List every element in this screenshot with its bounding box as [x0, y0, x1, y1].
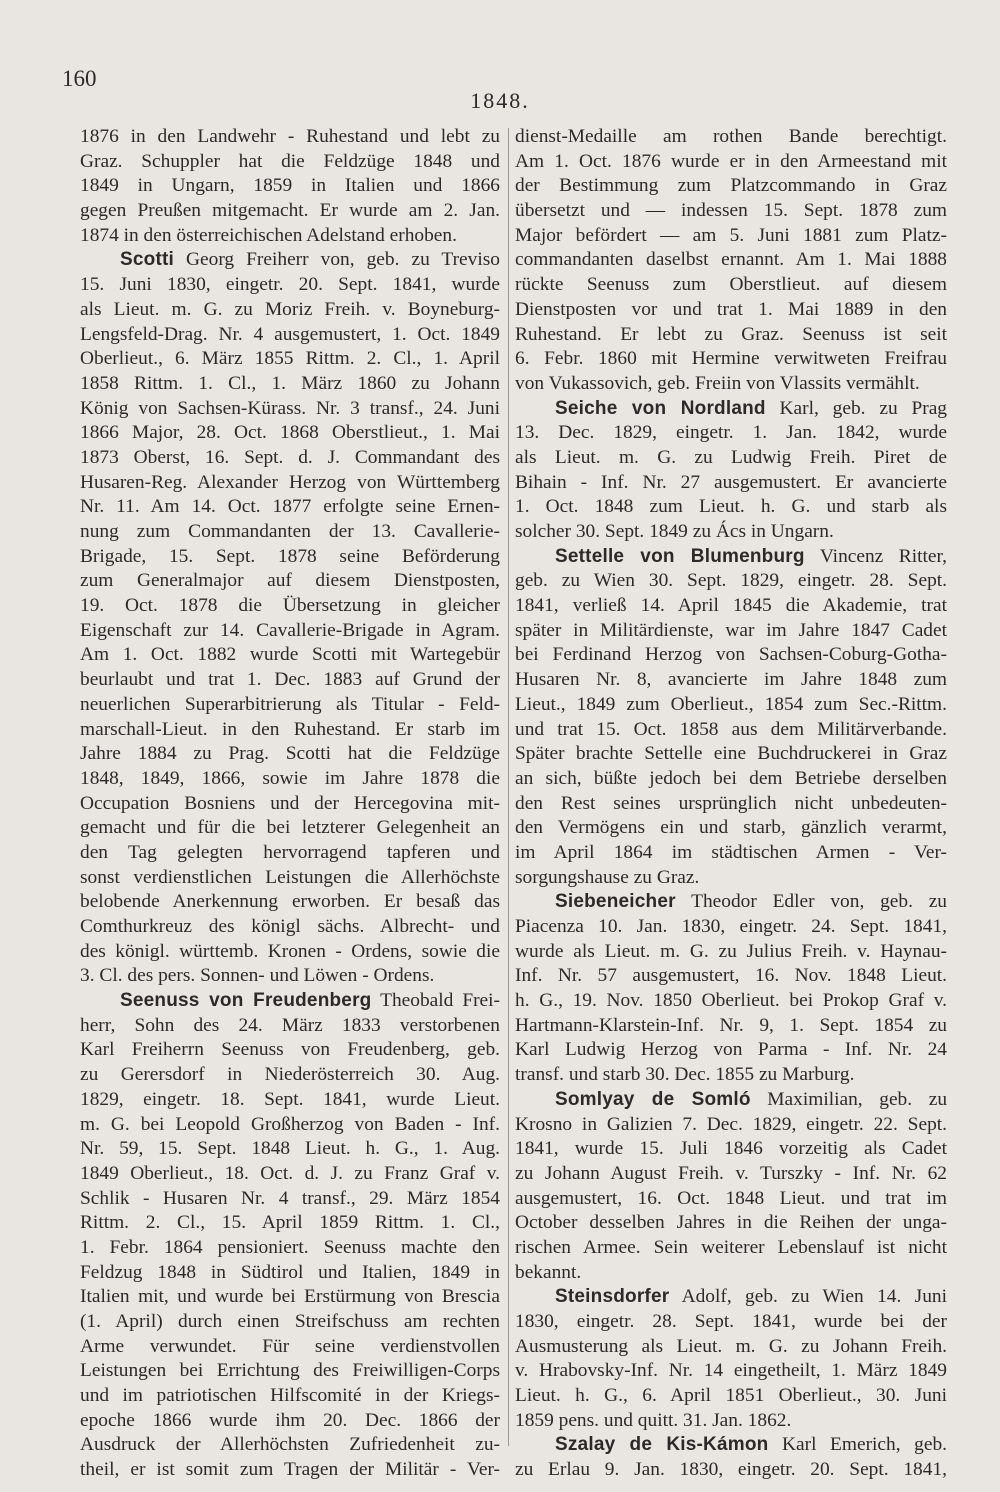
- line-text: der Bestimmung zum Platzcommando in Graz: [515, 175, 947, 197]
- text-line: [515, 742, 947, 767]
- line-text: 3. Cl. des pers. Sonnen- und Löwen - Ordens.: [80, 965, 435, 987]
- line-text: h. G., 19. Nov. 1850 Oberlieut. bei Prokop Graf v.: [515, 990, 947, 1012]
- line-text: von Vukassovich, geb. Freiin von Vlassits vermählt.: [515, 372, 920, 394]
- text-line: [80, 718, 500, 743]
- text-line: [515, 718, 947, 743]
- text-line: [515, 150, 947, 175]
- line-text: im April 1864 im städtischen Armen - Ver-: [515, 841, 947, 863]
- line-text: Major befördert — am 5. Juni 1881 zum Platz-: [515, 224, 947, 246]
- text-line: [515, 767, 947, 792]
- line-text: Ausmusterung als Lieut. m. G. zu Johann Freih.: [515, 1335, 947, 1357]
- text-line: [80, 520, 500, 545]
- line-text: rischen Armee. Sein weiterer Lebenslauf ist nicht: [515, 1236, 947, 1258]
- text-line: [515, 372, 947, 397]
- line-text: Hartmann-Klarstein-Inf. Nr. 9, 1. Sept. 1854 zu: [515, 1014, 947, 1036]
- text-line: [515, 1458, 947, 1483]
- text-line: [515, 1335, 947, 1360]
- text-line: [80, 397, 500, 422]
- line-text: Rittm. 2. Cl., 15. April 1859 Rittm. 1. Cl.,: [80, 1212, 500, 1234]
- entry-name: Scotti: [120, 249, 174, 271]
- text-line: [80, 1211, 500, 1236]
- line-text: Husaren-Reg. Alexander Herzog von Württemberg: [80, 471, 500, 493]
- text-line: [515, 298, 947, 323]
- entry-name: Seiche von Nordland: [555, 397, 766, 419]
- line-text: beurlaubt und trat 1. Dec. 1883 auf Grund der: [80, 669, 500, 691]
- line-text: übersetzt und — indessen 15. Sept. 1878 zum: [515, 200, 947, 222]
- line-text: Karl Emerich, geb.: [768, 1434, 947, 1456]
- line-text: wurde als Lieut. m. G. zu Julius Freih. v. Haynau-: [515, 940, 947, 962]
- text-line: [515, 1409, 947, 1434]
- text-line: [515, 1359, 947, 1384]
- text-line: [515, 520, 947, 545]
- text-line: [80, 1162, 500, 1187]
- text-line: [80, 1384, 500, 1409]
- line-text: Jahre 1884 zu Prag. Scotti hat die Feldzüge: [80, 743, 500, 765]
- text-line: [515, 989, 947, 1014]
- line-text: 1848, 1849, 1866, sowie im Jahre 1878 die: [80, 767, 500, 789]
- text-line: [515, 841, 947, 866]
- text-line: [515, 248, 947, 273]
- text-line: [515, 1211, 947, 1236]
- page-number: 160: [62, 66, 97, 91]
- line-text: Karl Freiherrn Seenuss von Freudenberg, geb.: [80, 1039, 500, 1061]
- text-line: [515, 693, 947, 718]
- line-text: Husaren Nr. 8, avancierte im Jahre 1848 zum: [515, 669, 947, 691]
- text-line: [80, 347, 500, 372]
- line-text: Lengsfeld-Drag. Nr. 4 ausgemustert, 1. Oct. 1849: [80, 323, 500, 345]
- text-line: [80, 693, 500, 718]
- right-text-column: [515, 125, 947, 1483]
- text-line: [80, 471, 500, 496]
- line-text: Vincenz Ritter,: [804, 545, 947, 567]
- text-line: [515, 866, 947, 891]
- line-text: Leistungen bei Errichtung des Freiwilligen-Corps: [80, 1360, 500, 1382]
- text-line: [515, 1063, 947, 1088]
- line-text: 1873 Oberst, 16. Sept. d. J. Commandant des: [80, 446, 500, 468]
- text-line: [80, 643, 500, 668]
- text-line: [80, 1187, 500, 1212]
- entry-heading-line: [80, 989, 500, 1014]
- line-text: 1. Febr. 1864 pensioniert. Seenuss machte den: [80, 1236, 500, 1258]
- line-text: 19. Oct. 1878 die Übersetzung in gleicher: [80, 595, 500, 617]
- line-text: Nr. 59, 15. Sept. 1848 Lieut. h. G., 1. Aug.: [80, 1138, 500, 1160]
- text-line: [80, 495, 500, 520]
- line-text: Theodor Edler von, geb. zu: [675, 891, 947, 913]
- text-line: [80, 273, 500, 298]
- text-line: [515, 964, 947, 989]
- text-line: [80, 841, 500, 866]
- line-text: 15. Juni 1830, eingetr. 20. Sept. 1841, wurde: [80, 274, 500, 296]
- text-line: [515, 1187, 947, 1212]
- line-text: m. G. bei Leopold Großherzog von Baden - Inf.: [80, 1113, 500, 1135]
- text-line: [515, 446, 947, 471]
- text-line: [80, 1285, 500, 1310]
- line-text: König von Sachsen-Kürass. Nr. 3 transf., 24. Juni: [80, 397, 500, 419]
- line-text: 1849 in Ungarn, 1859 in Italien und 1866: [80, 175, 500, 197]
- line-text: commandanten daselbst ernannt. Am 1. Mai 1888: [515, 249, 947, 271]
- text-line: [515, 1113, 947, 1138]
- text-line: [80, 668, 500, 693]
- line-text: v. Hrabovsky-Inf. Nr. 14 eingetheilt, 1. März 1849: [515, 1360, 947, 1382]
- text-line: [80, 1261, 500, 1286]
- line-text: geb. zu Wien 30. Sept. 1829, eingetr. 28. Sept.: [515, 570, 947, 592]
- text-line: [80, 1359, 500, 1384]
- text-line: [80, 1310, 500, 1335]
- running-header-year: 1848.: [470, 88, 530, 113]
- line-text: an sich, büßte jedoch bei dem Betriebe derselben: [515, 767, 947, 789]
- entry-heading-line: [515, 1285, 947, 1310]
- text-line: [515, 792, 947, 817]
- text-line: [80, 323, 500, 348]
- line-text: neuerlichen Superarbitrierung als Titular - Feld-: [80, 693, 500, 715]
- line-text: transf. und starb 30. Dec. 1855 zu Marburg.: [515, 1064, 855, 1086]
- line-text: bekannt.: [515, 1261, 582, 1283]
- line-text: Karl, geb. zu Prag: [765, 397, 947, 419]
- entry-name: Seenuss von Freudenberg: [120, 990, 372, 1012]
- line-text: theil, er ist somit zum Tragen der Militär - Ver-: [80, 1459, 500, 1481]
- line-text: Eigenschaft zur 14. Cavallerie-Brigade in Agram.: [80, 619, 500, 641]
- text-line: [515, 347, 947, 372]
- text-line: [515, 495, 947, 520]
- line-text: zu Johann August Freih. v. Turszky - Inf. Nr. 62: [515, 1162, 947, 1184]
- text-line: [80, 866, 500, 891]
- line-text: zu Erlau 9. Jan. 1830, eingetr. 20. Sept. 1841,: [515, 1459, 947, 1481]
- entry-heading-line: [515, 397, 947, 422]
- text-line: [80, 199, 500, 224]
- line-text: zum Generalmajor auf diesem Dienstposten,: [80, 570, 500, 592]
- text-line: [515, 1384, 947, 1409]
- text-line: [515, 569, 947, 594]
- entry-name: Somlyay de Somló: [555, 1088, 751, 1110]
- text-line: [515, 273, 947, 298]
- line-text: 1. Oct. 1848 zum Lieut. h. G. und starb als: [515, 496, 947, 518]
- line-text: Lieut., 1849 zum Oberlieut., 1854 zum Sec.-Rittm.: [515, 693, 947, 715]
- line-text: den Vermögens ein und starb, gänzlich verarmt,: [515, 817, 947, 839]
- line-text: Graz. Schuppler hat die Feldzüge 1848 und: [80, 150, 500, 172]
- text-line: [80, 1014, 500, 1039]
- line-text: herr, Sohn des 24. März 1833 verstorbenen: [80, 1014, 500, 1036]
- line-text: Nr. 11. Am 14. Oct. 1877 erfolgte seine Ernen-: [80, 496, 500, 518]
- line-text: später in Militärdienste, war im Jahre 1847 Cadet: [515, 619, 947, 641]
- text-line: [80, 446, 500, 471]
- text-line: [515, 668, 947, 693]
- text-line: [80, 569, 500, 594]
- line-text: dienst-Medaille am rothen Bande berechtigt.: [515, 126, 947, 147]
- line-text: Später brachte Settelle eine Buchdruckerei in Graz: [515, 743, 947, 765]
- line-text: marschall-Lieut. in den Ruhestand. Er starb im: [80, 718, 500, 740]
- line-text: als Lieut. m. G. zu Ludwig Freih. Piret de: [515, 446, 947, 468]
- line-text: Inf. Nr. 57 ausgemustert, 16. Nov. 1848 Lieut.: [515, 965, 947, 987]
- text-line: [515, 125, 947, 150]
- text-line: [80, 767, 500, 792]
- line-text: 1859 pens. und quitt. 31. Jan. 1862.: [515, 1409, 792, 1431]
- line-text: 1866 Major, 28. Oct. 1868 Oberstlieut., 1. Mai: [80, 422, 500, 444]
- text-line: [80, 742, 500, 767]
- text-line: [80, 1113, 500, 1138]
- text-line: [515, 174, 947, 199]
- line-text: Adolf, geb. zu Wien 14. Juni: [669, 1286, 947, 1308]
- line-text: rückte Seenuss zum Oberstlieut. auf diesem: [515, 274, 947, 296]
- text-line: [515, 594, 947, 619]
- text-line: [80, 1063, 500, 1088]
- text-line: [515, 471, 947, 496]
- text-line: [80, 1458, 500, 1483]
- text-line: [515, 199, 947, 224]
- line-text: Italien mit, und wurde bei Erstürmung von Brescia: [80, 1286, 500, 1308]
- entry-heading-line: [515, 1433, 947, 1458]
- line-text: Ausdruck der Allerhöchsten Zufriedenheit zu-: [80, 1434, 500, 1456]
- line-text: Georg Freiherr von, geb. zu Treviso: [173, 249, 500, 271]
- line-text: epoche 1866 wurde ihm 20. Dec. 1866 der: [80, 1409, 500, 1431]
- line-text: 13. Dec. 1829, eingetr. 1. Jan. 1842, wurde: [515, 422, 947, 444]
- line-text: belobende Anerkennung erworben. Er besaß das: [80, 891, 500, 913]
- line-text: des königl. württemb. Kronen - Ordens, sowie die: [80, 940, 500, 962]
- text-line: [515, 1310, 947, 1335]
- line-text: sonst verdienstlichen Leistungen die Allerhöchste: [80, 866, 500, 888]
- text-line: [80, 1335, 500, 1360]
- text-line: [80, 150, 500, 175]
- line-text: bei Ferdinand Herzog von Sachsen-Coburg-Gotha-: [515, 644, 947, 666]
- text-line: [80, 792, 500, 817]
- text-line: [80, 890, 500, 915]
- text-line: [515, 643, 947, 668]
- line-text: Dienstposten vor und trat 1. Mai 1889 in den: [515, 298, 947, 320]
- line-text: gemacht und für die bei letzterer Gelegenheit an: [80, 817, 500, 839]
- line-text: den Tag gelegten hervorragend tapferen und: [80, 841, 500, 863]
- column-divider: [508, 128, 509, 1446]
- text-line: [80, 298, 500, 323]
- line-text: 1874 in den österreichischen Adelstand erhoben.: [80, 224, 457, 246]
- text-line: [80, 1433, 500, 1458]
- text-line: [80, 964, 500, 989]
- line-text: Occupation Bosniens und der Hercegovina mit-: [80, 792, 500, 814]
- text-line: [515, 323, 947, 348]
- text-line: [515, 1162, 947, 1187]
- text-line: [80, 940, 500, 965]
- line-text: als Lieut. m. G. zu Moriz Freih. v. Boyneburg-: [80, 298, 500, 320]
- text-line: [515, 1261, 947, 1286]
- text-line: [515, 915, 947, 940]
- text-line: [80, 421, 500, 446]
- text-line: [80, 915, 500, 940]
- line-text: (1. April) durch einen Streifschuss am rechten: [80, 1311, 500, 1332]
- text-line: [515, 1038, 947, 1063]
- text-line: [80, 594, 500, 619]
- line-text: 1858 Rittm. 1. Cl., 1. März 1860 zu Johann: [80, 372, 500, 394]
- line-text: Piacenza 10. Jan. 1830, eingetr. 24. Sept. 1841,: [515, 916, 947, 937]
- line-text: und im patriotischen Hilfscomité in der Kriegs-: [80, 1385, 500, 1407]
- line-text: 1849 Oberlieut., 18. Oct. d. J. zu Franz Graf v.: [80, 1162, 500, 1184]
- line-text: 1830, eingetr. 28. Sept. 1841, wurde bei der: [515, 1311, 947, 1332]
- text-line: [80, 1236, 500, 1261]
- entry-heading-line: [80, 248, 500, 273]
- line-text: Brigade, 15. Sept. 1878 seine Beförderung: [80, 545, 500, 567]
- line-text: Krosno in Galizien 7. Dec. 1829, eingetr. 22. Sept.: [515, 1113, 947, 1135]
- line-text: Lieut. h. G., 6. April 1851 Oberlieut., 30. Juni: [515, 1385, 947, 1407]
- text-line: [515, 1137, 947, 1162]
- entry-name: Siebeneicher: [555, 891, 676, 913]
- line-text: Bihain - Inf. Nr. 27 ausgemustert. Er avancierte: [515, 471, 947, 493]
- entry-heading-line: [515, 545, 947, 570]
- line-text: Theobald Frei-: [371, 990, 500, 1012]
- text-line: [515, 421, 947, 446]
- entry-heading-line: [515, 890, 947, 915]
- text-line: [515, 816, 947, 841]
- line-text: zu Gerersdorf in Niederösterreich 30. Aug.: [80, 1064, 500, 1086]
- line-text: Schlik - Husaren Nr. 4 transf., 29. März 1854: [80, 1187, 500, 1209]
- entry-heading-line: [515, 1088, 947, 1113]
- entry-name: Steinsdorfer: [555, 1286, 670, 1308]
- entry-name: Szalay de Kis-Kámon: [555, 1434, 769, 1456]
- text-line: [80, 816, 500, 841]
- line-text: Am 1. Oct. 1882 wurde Scotti mit Wartegebür: [80, 644, 500, 666]
- line-text: 1829, eingetr. 18. Sept. 1841, wurde Lieut.: [80, 1088, 500, 1110]
- line-text: den Rest seines ursprünglich nicht unbedeuten-: [515, 792, 947, 814]
- line-text: Maximilian, geb. zu: [750, 1088, 947, 1110]
- text-line: [80, 545, 500, 570]
- line-text: 1841, verließ 14. April 1845 die Akademie, trat: [515, 595, 947, 617]
- entry-name: Settelle von Blumenburg: [555, 545, 805, 567]
- line-text: Oberlieut., 6. März 1855 Rittm. 2. Cl., 1. April: [80, 348, 500, 370]
- text-line: [515, 1014, 947, 1039]
- line-text: und trat 15. Oct. 1858 aus dem Militärverbande.: [515, 718, 947, 740]
- line-text: Karl Ludwig Herzog von Parma - Inf. Nr. 24: [515, 1039, 947, 1061]
- text-line: [515, 940, 947, 965]
- line-text: Am 1. Oct. 1876 wurde er in den Armeestand mit: [515, 150, 947, 172]
- text-line: [80, 1137, 500, 1162]
- line-text: 1841, wurde 15. Juli 1846 vorzeitig als Cadet: [515, 1138, 947, 1160]
- text-line: [80, 372, 500, 397]
- text-line: [80, 1409, 500, 1434]
- text-line: [80, 174, 500, 199]
- line-text: ausgemustert, 16. Oct. 1848 Lieut. und trat im: [515, 1187, 947, 1209]
- line-text: Feldzug 1848 in Südtirol und Italien, 1849 in: [80, 1261, 500, 1283]
- line-text: solcher 30. Sept. 1849 zu Ács in Ungarn.: [515, 521, 834, 542]
- text-line: [515, 224, 947, 249]
- text-line: [515, 619, 947, 644]
- line-text: gegen Preußen mitgemacht. Er wurde am 2. Jan.: [80, 200, 500, 222]
- line-text: nung zum Commandanten der 13. Cavallerie-: [80, 521, 500, 542]
- line-text: October desselben Jahres in die Reihen der unga-: [515, 1212, 947, 1234]
- text-line: [80, 1088, 500, 1113]
- line-text: Arme verwundet. Für seine verdienstvollen: [80, 1335, 500, 1357]
- text-line: [80, 1038, 500, 1063]
- line-text: sorgungshause zu Graz.: [515, 866, 700, 888]
- text-line: [80, 619, 500, 644]
- left-text-column: [80, 125, 500, 1483]
- line-text: Comthurkreuz des königl sächs. Albrecht- und: [80, 916, 500, 937]
- text-line: [515, 1236, 947, 1261]
- text-line: [80, 224, 500, 249]
- text-line: [80, 125, 500, 150]
- line-text: 1876 in den Landwehr - Ruhestand und lebt zu: [80, 126, 500, 147]
- line-text: 6. Febr. 1860 mit Hermine verwitweten Freifrau: [515, 348, 947, 370]
- line-text: Ruhestand. Er lebt zu Graz. Seenuss ist seit: [515, 323, 947, 345]
